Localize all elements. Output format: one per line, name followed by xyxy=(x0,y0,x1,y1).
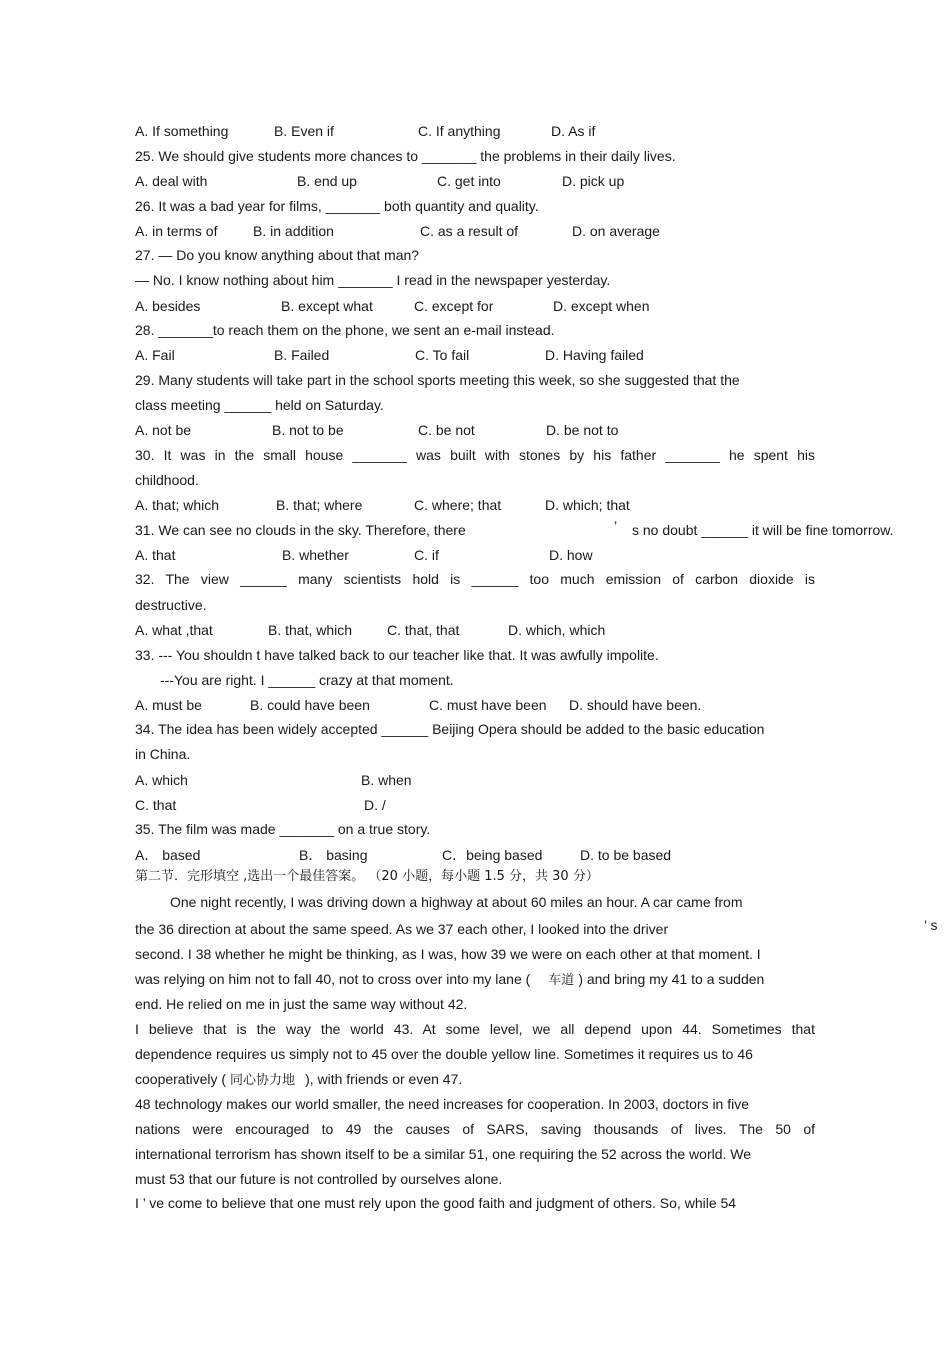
q25-option-b[interactable]: B. end up xyxy=(297,173,357,189)
q31-option-b[interactable]: B. whether xyxy=(282,547,349,563)
q27-stem-question: 27. — Do you know anything about that man? xyxy=(135,247,420,263)
passage-p3-line2: nations were encouraged to 49 the causes of SARS, saving thousands of lives. The 50 of xyxy=(135,1121,815,1137)
q30-option-b[interactable]: B. that; where xyxy=(276,497,363,513)
q33-option-a[interactable]: A. must be xyxy=(135,697,202,713)
q26-option-a[interactable]: A. in terms of xyxy=(135,223,218,239)
passage-p1-line5: end. He relied on me in just the same way without 42. xyxy=(135,996,468,1012)
passage-p2-line3-cjk: 同心协力地 xyxy=(230,1073,296,1088)
passage-p1-line3: second. I 38 whether he might be thinking, as I was, how 39 we were on each other at that moment. I xyxy=(135,946,761,962)
q24-option-a[interactable]: A. If something xyxy=(135,123,229,139)
q32-option-c[interactable]: C. that, that xyxy=(387,622,460,638)
q31-stem-part1: 31. We can see no clouds in the sky. Therefore, there xyxy=(135,522,466,538)
q32-stem-line2: destructive. xyxy=(135,597,207,613)
q25-stem: 25. We should give students more chances to _______ the problems in their daily lives. xyxy=(135,148,676,164)
q35-option-d[interactable]: D. to be based xyxy=(580,847,672,863)
passage-p2-line3-b: ), with friends or even 47. xyxy=(305,1071,463,1087)
q29-option-a[interactable]: A. not be xyxy=(135,422,192,438)
q29-option-c[interactable]: C. be not xyxy=(418,422,475,438)
passage-p2-line2: dependence requires us simply not to 45 over the double yellow line. Sometimes it requires us to 46 xyxy=(135,1046,753,1062)
q33-stem-line2: ---You are right. I ______ crazy at that moment. xyxy=(160,672,454,688)
q28-option-b[interactable]: B. Failed xyxy=(274,347,330,363)
q34-stem-line2: in China. xyxy=(135,746,191,762)
q30-option-c[interactable]: C. where; that xyxy=(414,497,502,513)
q27-option-d[interactable]: D. except when xyxy=(553,298,650,314)
q25-option-a[interactable]: A. deal with xyxy=(135,173,208,189)
passage-p1-line2-tail: ’ s xyxy=(924,917,938,933)
q28-option-d[interactable]: D. Having failed xyxy=(545,347,644,363)
q27-option-b[interactable]: B. except what xyxy=(281,298,373,314)
passage-p2-line1: I believe that is the way the world 43. At some level, we all depend upon 44. Sometimes that xyxy=(135,1021,815,1037)
passage-p3-line4: must 53 that our future is not controlled by ourselves alone. xyxy=(135,1171,503,1187)
passage-p4-line1: I ’ ve come to believe that one must rely upon the good faith and judgment of others. So, while 54 xyxy=(135,1195,737,1211)
q30-option-a[interactable]: A. that; which xyxy=(135,497,220,513)
passage-p2-line3-a: cooperatively ( xyxy=(135,1071,227,1087)
q24-option-b[interactable]: B. Even if xyxy=(274,123,334,139)
q29-option-d[interactable]: D. be not to xyxy=(546,422,619,438)
q33-option-c[interactable]: C. must have been xyxy=(429,697,547,713)
q29-stem-line1: 29. Many students will take part in the school sports meeting this week, so she suggested that the xyxy=(135,372,740,388)
passage-p2-line3 xyxy=(135,1070,462,1088)
passage-p1-line4-a: was relying on him not to fall 40, not to cross over into my lane ( xyxy=(135,971,531,987)
q24-option-d[interactable]: D. As if xyxy=(551,123,596,139)
q25-option-d[interactable]: D. pick up xyxy=(562,173,625,189)
q32-option-b[interactable]: B. that, which xyxy=(268,622,353,638)
q31-stem-part2: s no doubt ______ it will be fine tomorrow. xyxy=(632,522,894,538)
q27-stem-answer: — No. I know nothing about him _______ I read in the newspaper yesterday. xyxy=(135,272,611,288)
q30-stem-line1: 30. It was in the small house _______ was built with stones by his father _______ he spent his xyxy=(135,447,815,463)
q28-option-a[interactable]: A. Fail xyxy=(135,347,175,363)
q28-stem: 28. _______to reach them on the phone, we sent an e-mail instead. xyxy=(135,322,555,338)
q32-stem-line1: 32. The view ______ many scientists hold is ______ too much emission of carbon dioxide is xyxy=(135,571,815,587)
passage-p1-line4 xyxy=(135,970,764,988)
q34-stem-line1: 34. The idea has been widely accepted ______ Beijing Opera should be added to the basic education xyxy=(135,721,765,737)
q30-stem-line2: childhood. xyxy=(135,472,199,488)
q24-option-c[interactable]: C. If anything xyxy=(418,123,501,139)
q30-option-d[interactable]: D. which; that xyxy=(545,497,630,513)
passage-p1-line4-b: ) and bring my 41 to a sudden xyxy=(578,971,765,987)
passage-p1-line1: One night recently, I was driving down a highway at about 60 miles an hour. A car came from xyxy=(170,894,743,910)
q29-stem-line2: class meeting ______ held on Saturday. xyxy=(135,397,384,413)
q26-option-c[interactable]: C. as a result of xyxy=(420,223,519,239)
q33-option-d[interactable]: D. should have been. xyxy=(569,697,702,713)
q35-option-c[interactable]: C．being based xyxy=(442,847,543,863)
passage-p1-line4-cjk: 车道 xyxy=(548,973,575,988)
section2-heading: 第二节．完形填空 ,选出一个最佳答案。 （20 小题，每小题 1.5 分，共 30 分） xyxy=(135,869,599,884)
q34-option-c[interactable]: C. that xyxy=(135,797,177,813)
q35-option-b[interactable]: B． basing xyxy=(299,847,368,863)
q28-option-c[interactable]: C. To fail xyxy=(415,347,470,363)
q26-option-d[interactable]: D. on average xyxy=(572,223,660,239)
q31-option-c[interactable]: C. if xyxy=(414,547,439,563)
passage-p1-line2: the 36 direction at about the same speed. As we 37 each other, I looked into the driver xyxy=(135,921,669,937)
q26-option-b[interactable]: B. in addition xyxy=(253,223,334,239)
q26-stem: 26. It was a bad year for films, _______ both quantity and quality. xyxy=(135,198,539,214)
q33-stem-line1: 33. --- You shouldn t have talked back to our teacher like that. It was awfully impolite. xyxy=(135,647,659,663)
q32-option-a[interactable]: A. what ,that xyxy=(135,622,213,638)
q35-stem: 35. The film was made _______ on a true story. xyxy=(135,821,431,837)
q27-option-c[interactable]: C. except for xyxy=(414,298,494,314)
q35-option-a[interactable]: A． based xyxy=(135,847,201,863)
q29-option-b[interactable]: B. not to be xyxy=(272,422,344,438)
passage-p3-line3: international terrorism has shown itself to be a similar 51, one requiring the 52 across the world. We xyxy=(135,1146,752,1162)
q31-option-a[interactable]: A. that xyxy=(135,547,176,563)
passage-p3-line1: 48 technology makes our world smaller, the need increases for cooperation. In 2003, doctors in five xyxy=(135,1096,750,1112)
q34-option-b[interactable]: B. when xyxy=(361,772,412,788)
q33-option-b[interactable]: B. could have been xyxy=(250,697,370,713)
q34-option-a[interactable]: A. which xyxy=(135,772,188,788)
q31-apostrophe: ’ xyxy=(614,518,618,534)
q31-option-d[interactable]: D. how xyxy=(549,547,593,563)
q25-option-c[interactable]: C. get into xyxy=(437,173,501,189)
q34-option-d[interactable]: D. / xyxy=(364,797,386,813)
q27-option-a[interactable]: A. besides xyxy=(135,298,201,314)
q32-option-d[interactable]: D. which, which xyxy=(508,622,606,638)
